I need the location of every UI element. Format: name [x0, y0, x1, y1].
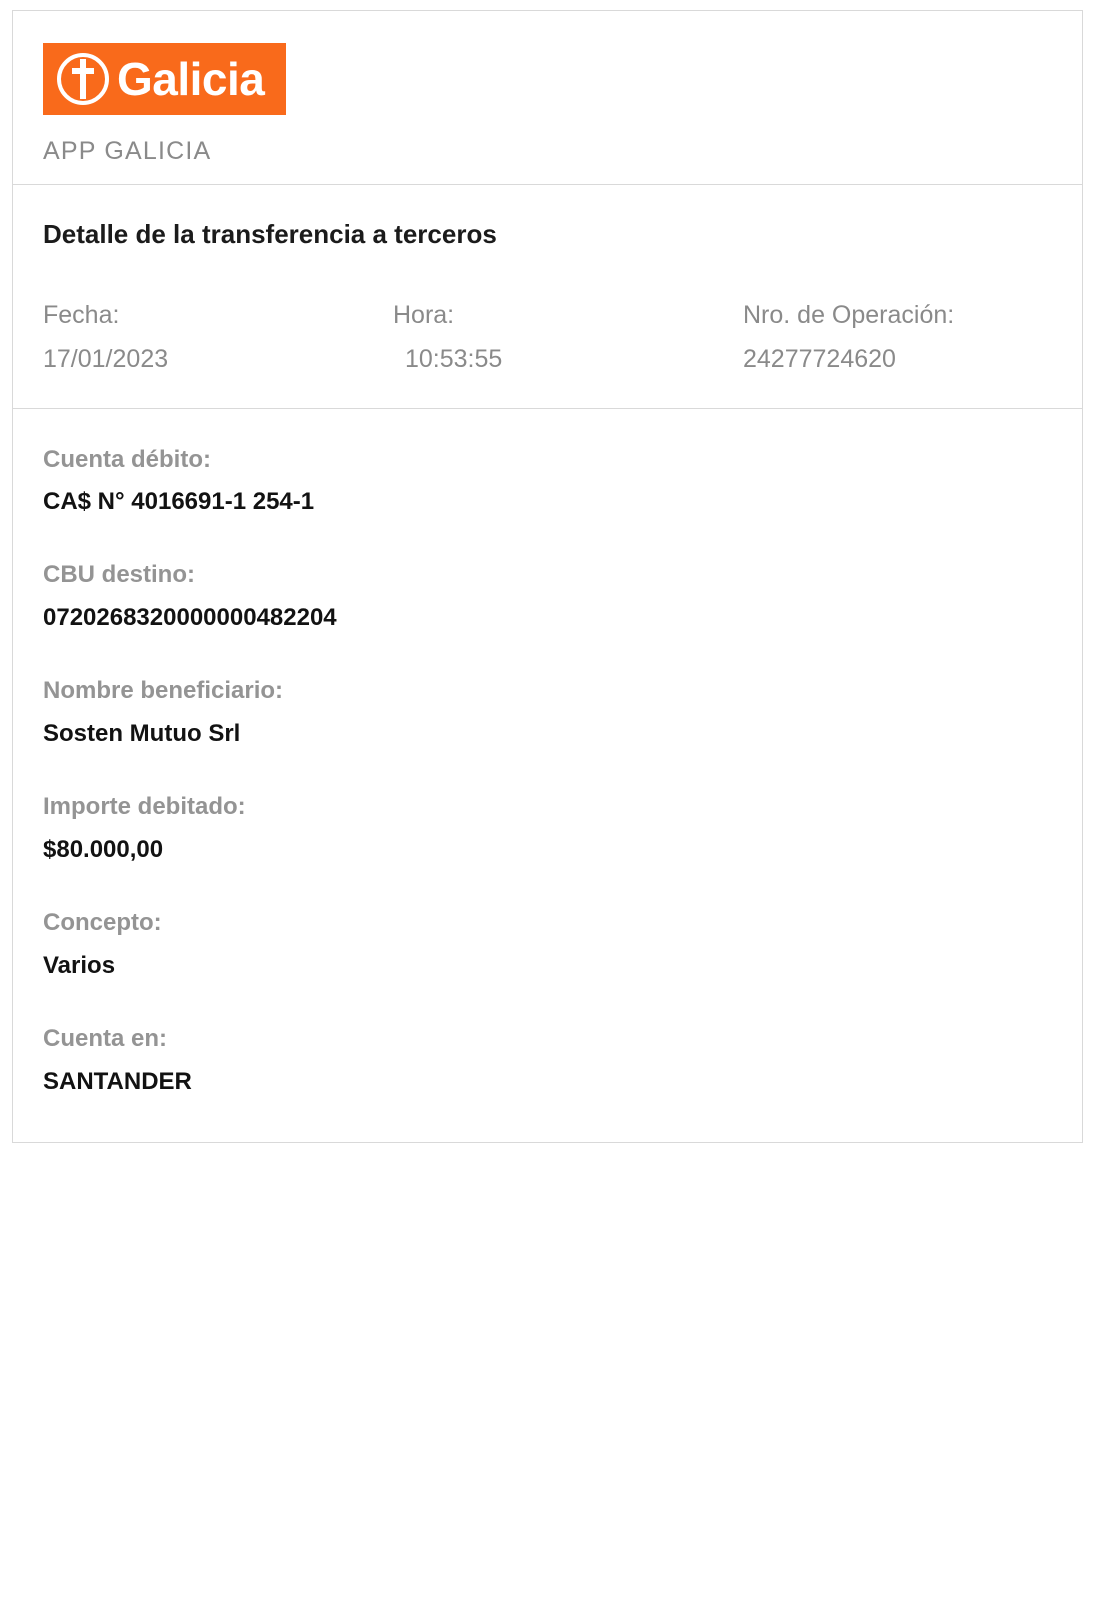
- transfer-receipt-card: [12, 10, 1083, 1143]
- operation-value: 24277724620: [743, 344, 896, 373]
- receipt-meta-block: [13, 185, 1082, 409]
- operation-label: Nro. de Operación:: [743, 301, 955, 329]
- field-cbu-destino: [43, 558, 1052, 636]
- field-value: CA$ N° 4016691-1 254-1: [43, 488, 315, 516]
- page-title: Detalle de la transferencia a terceros: [43, 219, 497, 249]
- receipt-header: [13, 11, 1082, 185]
- time-label: Hora:: [393, 301, 455, 329]
- meta-operation: [743, 294, 954, 382]
- app-source-label: APP GALICIA: [43, 137, 212, 165]
- field-value: SANTANDER: [43, 1068, 192, 1096]
- galicia-logo: [43, 43, 286, 115]
- field-nombre-beneficiario: [43, 674, 1052, 752]
- field-label: Cuenta en:: [43, 1025, 168, 1053]
- field-importe-debitado: [43, 790, 1052, 868]
- field-cuenta-en: [43, 1022, 1052, 1100]
- field-concepto: [43, 906, 1052, 984]
- galicia-logo-text: Galicia: [117, 53, 265, 105]
- field-cuenta-debito: [43, 443, 1052, 521]
- meta-row: [43, 294, 1052, 382]
- field-label: Cuenta débito:: [43, 445, 211, 473]
- time-value: 10:53:55: [405, 344, 503, 373]
- date-label: Fecha:: [43, 301, 120, 329]
- galicia-cross-icon: [57, 53, 109, 105]
- field-label: Concepto:: [43, 909, 162, 937]
- date-value: 17/01/2023: [43, 344, 169, 373]
- field-label: CBU destino:: [43, 561, 195, 589]
- field-value: Varios: [43, 952, 116, 980]
- field-label: Importe debitado:: [43, 793, 246, 821]
- field-value: 0720268320000000482204: [43, 604, 337, 632]
- field-label: Nombre beneficiario:: [43, 677, 284, 705]
- receipt-fields: [13, 409, 1082, 1143]
- meta-time: [393, 294, 743, 382]
- field-value: $80.000,00: [43, 836, 164, 864]
- field-value: Sosten Mutuo Srl: [43, 720, 241, 748]
- meta-date: [43, 294, 393, 382]
